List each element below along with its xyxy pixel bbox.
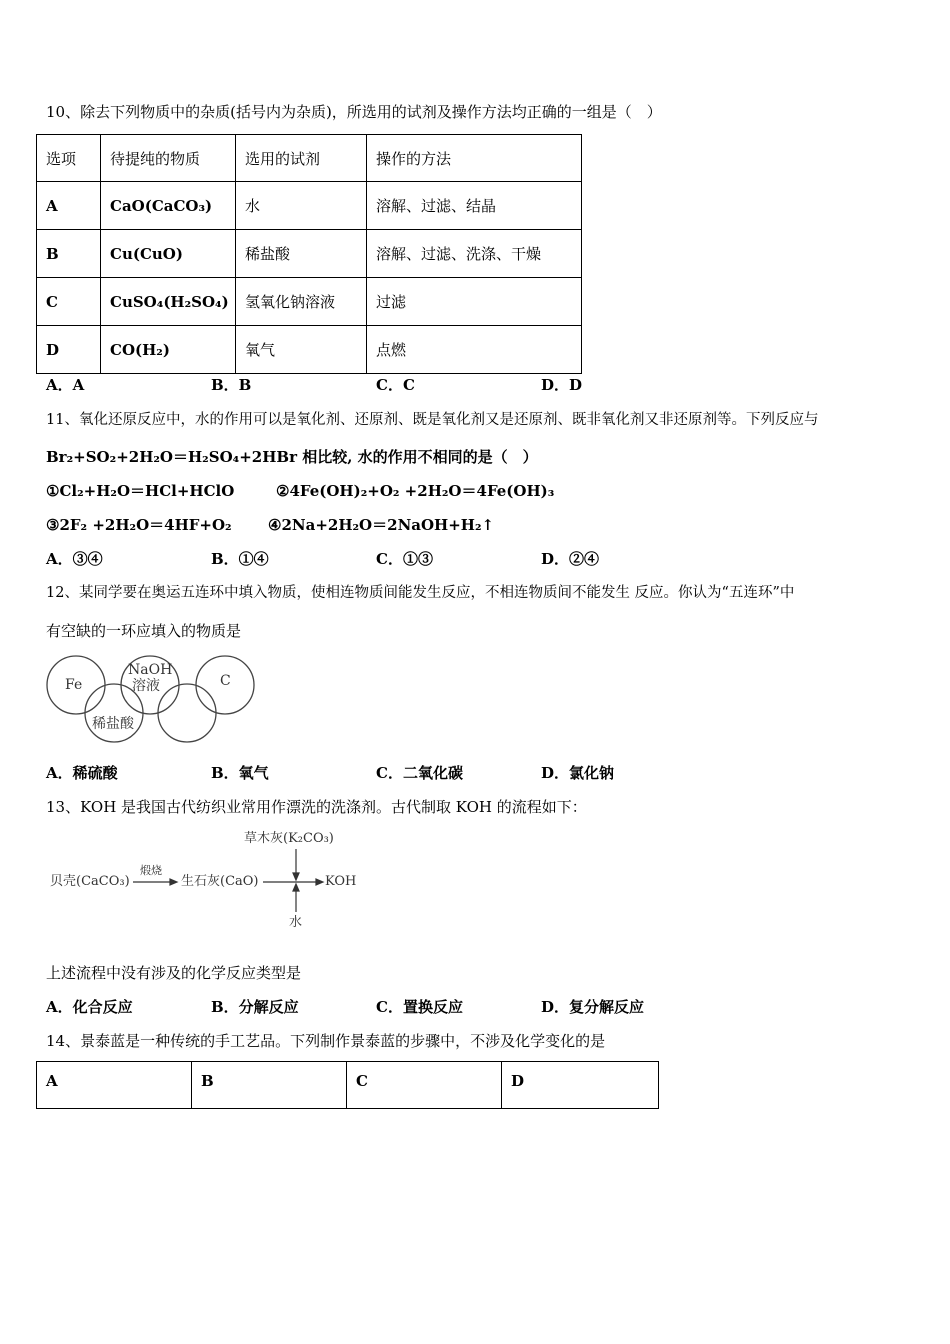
flow-top: 草木灰(K₂CO₃) [244, 831, 334, 846]
header-cell: 选用的试剂 [236, 135, 367, 182]
cell: 溶解、过滤、结晶 [367, 182, 582, 230]
option-d: D．复分解反应 [541, 998, 645, 1016]
cell: C [37, 278, 101, 326]
cell: B [37, 230, 101, 278]
ring-label-fe: Fe [65, 677, 83, 693]
ring-label-hcl: 稀盐酸 [92, 716, 134, 732]
q10-table [36, 134, 582, 374]
q14-stem: 14、景泰蓝是一种传统的手工艺品。下列制作景泰蓝的步骤中，不涉及化学变化的是 [46, 1032, 606, 1050]
cell: Cu(CuO) [101, 230, 236, 278]
flow-mid: 生石灰(CaO) [181, 874, 259, 889]
cell: C [347, 1062, 502, 1109]
option-b: B．B [211, 376, 252, 394]
table-header-row [37, 135, 582, 182]
table-row [37, 278, 582, 326]
reaction-1: ①Cl₂+H₂O＝HCl+HClO [46, 482, 235, 500]
option-b: B．氧气 [211, 764, 269, 782]
option-d: D．②④ [541, 550, 600, 568]
cell: 氢氧化钠溶液 [236, 278, 367, 326]
cell: B [192, 1062, 347, 1109]
q11-stem-line1: 11、氧化还原反应中，水的作用可以是氧化剂、还原剂、既是氧化剂又是还原剂、既非氧化剂又非还原剂等。下列反应与 [46, 412, 819, 428]
option-b: B．分解反应 [211, 998, 299, 1016]
table-row [37, 326, 582, 374]
q12-stem-line2: 有空缺的一环应填入的物质是 [46, 622, 242, 640]
option-a: A．③④ [46, 550, 103, 568]
ring-label-naoh: NaOH [128, 662, 173, 678]
reaction-2: ②4Fe(OH)₂+O₂ +2H₂O＝4Fe(OH)₃ [276, 482, 555, 500]
q12-stem-line1: 12、某同学要在奥运五连环中填入物质，使相连物质间能发生反应，不相连物质间不能发生 反应。你认为“五连环”中 [46, 585, 795, 601]
cell: 点燃 [367, 326, 582, 374]
table-row [37, 230, 582, 278]
option-b: B．①④ [211, 550, 269, 568]
reaction-4: ④2Na+2H₂O＝2NaOH+H₂↑ [268, 516, 495, 534]
option-c: C．置换反应 [376, 998, 463, 1016]
q10-stem: 10、除去下列物质中的杂质(括号内为杂质)，所选用的试剂及操作方法均正确的一组是（ ） [46, 103, 662, 121]
cell: A [37, 1062, 192, 1109]
option-c: C．二氧化碳 [376, 764, 463, 782]
q11-stem-line2: Br₂+SO₂+2H₂O＝H₂SO₄+2HBr 相比较, 水的作用不相同的是（ ） [46, 448, 538, 466]
cell: D [37, 326, 101, 374]
cell: D [502, 1062, 659, 1109]
q13-question: 上述流程中没有涉及的化学反应类型是 [46, 964, 302, 982]
q14-table [36, 1061, 659, 1109]
q13-stem: 13、KOH 是我国古代纺织业常用作漂洗的洗涤剂。古代制取 KOH 的流程如下： [46, 798, 587, 816]
cell: 溶解、过滤、洗涤、干燥 [367, 230, 582, 278]
table-row [37, 1062, 659, 1109]
option-d: D．D [541, 376, 583, 394]
option-a: A．稀硫酸 [46, 764, 118, 782]
option-d: D．氯化钠 [541, 764, 615, 782]
cell: CuSO₄(H₂SO₄) [101, 278, 236, 326]
reaction-3: ③2F₂ +2H₂O＝4HF+O₂ [46, 516, 232, 534]
ring-empty [158, 684, 216, 742]
cell: CaO(CaCO₃) [101, 182, 236, 230]
cell: 水 [236, 182, 367, 230]
ring-label-c: C [220, 673, 231, 689]
flow-end: KOH [325, 874, 357, 889]
cell: A [37, 182, 101, 230]
cell: 稀盐酸 [236, 230, 367, 278]
cell: CO(H₂) [101, 326, 236, 374]
header-cell: 操作的方法 [367, 135, 582, 182]
table-row [37, 182, 582, 230]
cell: 过滤 [367, 278, 582, 326]
option-c: C．C [376, 376, 415, 394]
option-a: A．化合反应 [46, 998, 133, 1016]
flow-condition: 煅烧 [140, 864, 162, 877]
header-cell: 待提纯的物质 [101, 135, 236, 182]
option-a: A．A [46, 376, 85, 394]
ring-label-solution: 溶液 [132, 678, 160, 694]
flow-bottom: 水 [289, 915, 303, 930]
option-c: C．①③ [376, 550, 433, 568]
header-cell: 选项 [37, 135, 101, 182]
cell: 氧气 [236, 326, 367, 374]
flow-start: 贝壳(CaCO₃) [50, 874, 130, 889]
